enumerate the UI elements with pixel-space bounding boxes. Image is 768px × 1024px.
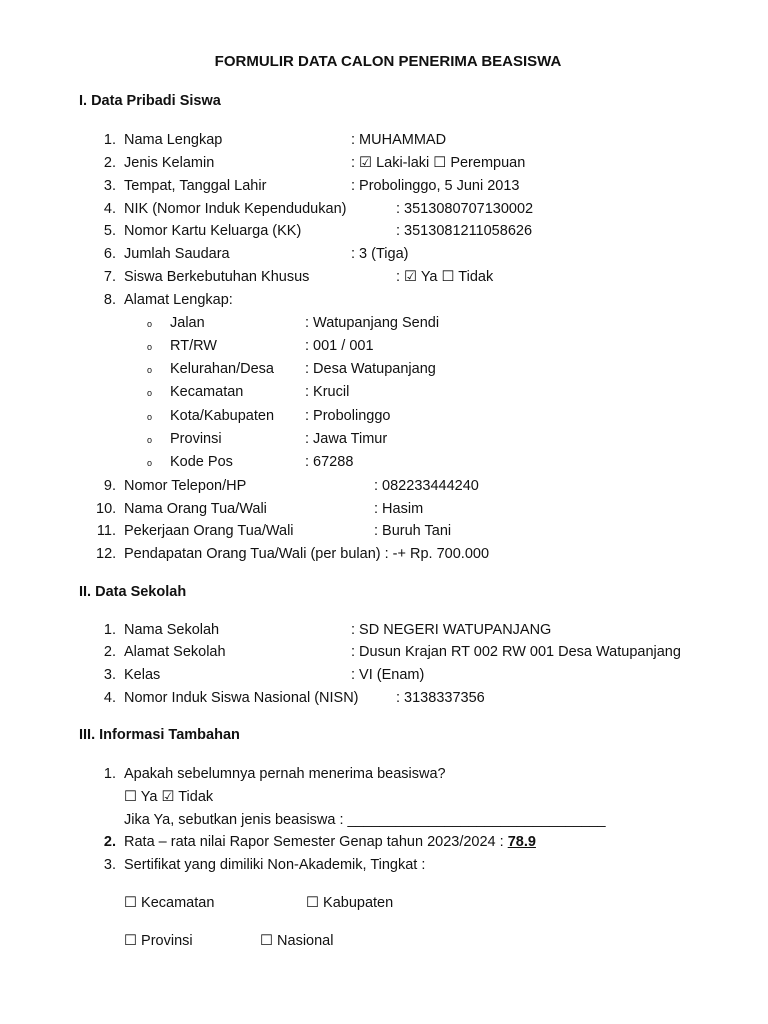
field-value: : 3 (Tiga) [351, 246, 409, 262]
field-value: : MUHAMMAD [351, 132, 447, 148]
field-value: : SD NEGERI WATUPANJANG [351, 622, 552, 638]
item-number: 11. [96, 523, 116, 539]
scholarship-options: ☐ Ya ☑ Tidak [124, 789, 214, 805]
item-number: 7. [103, 269, 116, 285]
field-value: : Probolinggo, 5 Juni 2013 [351, 178, 520, 194]
field-value: : 3138337356 [396, 690, 485, 706]
question-text: Apakah sebelumnya pernah menerima beasiswa? [124, 766, 446, 782]
field-value: : VI (Enam) [351, 667, 425, 683]
address-label: Kelurahan/Desa [170, 361, 274, 377]
item-number: 3. [103, 857, 116, 873]
level-option-kabupaten: ☐ Kabupaten [306, 895, 394, 911]
item-number: 1. [103, 132, 116, 148]
field-label: Kelas [124, 667, 161, 683]
scholarship-followup: Jika Ya, sebutkan jenis beasiswa : ________________________________ [124, 812, 606, 828]
field-label: Nomor Kartu Keluarga (KK) [124, 223, 302, 239]
field-value: : Hasim [374, 501, 424, 517]
address-value: : Krucil [305, 384, 350, 400]
address-label: Kota/Kabupaten [170, 408, 275, 424]
bullet-icon: o [147, 319, 153, 329]
item-number: 2. [103, 155, 116, 171]
address-value: : 001 / 001 [305, 338, 374, 354]
question-text [124, 833, 536, 851]
item-number: 6. [103, 246, 116, 262]
address-label: Provinsi [170, 431, 222, 447]
item-number: 2. [103, 644, 116, 660]
address-value: : Probolinggo [305, 408, 391, 424]
item-number: 4. [103, 201, 116, 217]
average-score-value: 78.9 [507, 834, 536, 850]
field-value: : 3513081211058626 [396, 223, 533, 239]
bullet-icon: o [147, 365, 153, 375]
item-number: 5. [103, 223, 116, 239]
item-number: 3. [103, 178, 116, 194]
field-label: Alamat Sekolah [124, 644, 226, 660]
item-number: 1. [103, 622, 116, 638]
bullet-icon: o [147, 435, 153, 445]
item-number: 9. [103, 478, 116, 494]
bullet-icon: o [147, 388, 153, 398]
item-number: 3. [103, 667, 116, 683]
field-label: Jenis Kelamin [124, 155, 215, 171]
special-needs-options: : ☑ Ya ☐ Tidak [396, 269, 494, 285]
field-label: Nomor Telepon/HP [124, 478, 247, 494]
level-option-kecamatan: ☐ Kecamatan [124, 895, 215, 911]
item-number: 2. [103, 834, 116, 850]
field-value: : 082233444240 [374, 478, 479, 494]
field-label: Siswa Berkebutuhan Khusus [124, 269, 310, 285]
field-label: Nama Orang Tua/Wali [124, 501, 267, 517]
section-3-heading: III. Informasi Tambahan [79, 727, 240, 743]
address-label: Jalan [170, 315, 205, 331]
item-number: 1. [103, 766, 116, 782]
item-number: 4. [103, 690, 116, 706]
address-value: : Watupanjang Sendi [305, 315, 440, 331]
field-value: : Buruh Tani [374, 523, 452, 539]
field-label: Nama Lengkap [124, 132, 223, 148]
item-number: 10. [96, 501, 117, 517]
level-option-provinsi: ☐ Provinsi [124, 933, 193, 949]
bullet-icon: o [147, 342, 153, 352]
section-2-heading: II. Data Sekolah [79, 584, 187, 600]
field-value: : Dusun Krajan RT 002 RW 001 Desa Watupanjang [351, 644, 681, 660]
field-label: Nama Sekolah [124, 622, 220, 638]
address-label: Kode Pos [170, 454, 233, 470]
address-label: Kecamatan [170, 384, 244, 400]
address-value: : Jawa Timur [305, 431, 388, 447]
field-label: NIK (Nomor Induk Kependudukan) [124, 201, 347, 217]
address-value: : Desa Watupanjang [305, 361, 436, 377]
form-title: FORMULIR DATA CALON PENERIMA BEASISWA [214, 53, 562, 70]
gender-options: : ☑ Laki-laki ☐ Perempuan [351, 155, 526, 171]
address-value: : 67288 [305, 454, 354, 470]
level-option-nasional: ☐ Nasional [260, 933, 334, 949]
item-number: 12. [96, 546, 117, 562]
field-label: Nomor Induk Siswa Nasional (NISN) [124, 690, 359, 706]
question-text: Sertifikat yang dimiliki Non-Akademik, Tingkat : [124, 857, 426, 873]
field-label: Jumlah Saudara [124, 246, 230, 262]
field-value: : 3513080707130002 [396, 201, 534, 217]
field-label: Pekerjaan Orang Tua/Wali [124, 523, 294, 539]
question-text-label: Rata – rata nilai Rapor Semester Genap tahun 2023/2024 : [124, 834, 508, 850]
field-label: Tempat, Tanggal Lahir [124, 178, 267, 194]
field-label: Pendapatan Orang Tua/Wali (per bulan) : -+ Rp. 700.000 [124, 546, 490, 562]
field-label: Alamat Lengkap: [124, 292, 233, 308]
section-1-heading: I. Data Pribadi Siswa [79, 93, 221, 109]
bullet-icon: o [147, 412, 153, 422]
bullet-icon: o [147, 458, 153, 468]
address-label: RT/RW [170, 338, 217, 354]
item-number: 8. [103, 292, 116, 308]
